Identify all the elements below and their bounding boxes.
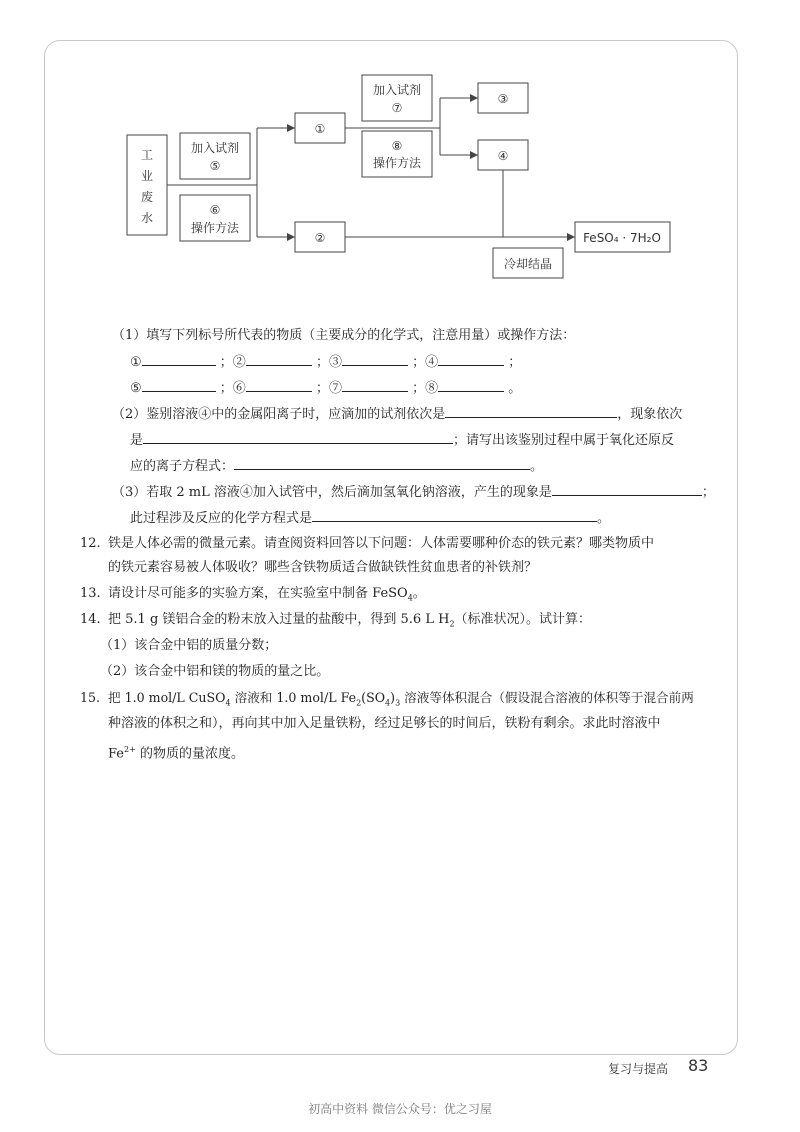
question-15-text-a2: 溶液和 1.0 mol/L Fe (230, 690, 357, 705)
end-period: 。 (508, 381, 522, 396)
part2-line3 (130, 456, 543, 477)
label-5: ⑤ (130, 381, 142, 396)
part3-text-c: 此过程涉及反应的化学方程式是 (130, 511, 313, 526)
question-12-text-a: 铁是人体必需的微量元素。请查阅资料回答以下问题：人体需要哪种价态的铁元素？哪类物质中 (108, 536, 655, 551)
label-7: ；⑦ (315, 381, 342, 396)
question-15-sub4: 3 (395, 698, 401, 708)
reagent5-number: ⑤ (209, 159, 221, 173)
box-1-label: ① (314, 122, 326, 136)
question-13-text: 请设计尽可能多的实验方案，在实验室中制备 FeSO (108, 586, 408, 601)
question-15-number: 15. (80, 690, 101, 705)
reagent7-number: ⑦ (391, 101, 403, 115)
part2-text-c: 是 (130, 433, 144, 448)
operation8-number: ⑧ (391, 139, 403, 153)
question-13-end: 。 (412, 586, 426, 601)
label-3: ；③ (315, 355, 342, 370)
question-15-sub1: 4 (225, 698, 231, 708)
reagent5-label: 加入试剂 (190, 141, 240, 155)
label-1: ① (130, 355, 142, 370)
part2-blank-reagents[interactable] (445, 404, 617, 418)
part3-text-b: ； (701, 485, 715, 500)
label-4: ；④ (412, 355, 439, 370)
part2-text-a: （2）鉴别溶液④中的金属阳离子时，应滴加的试剂依次是 (112, 407, 446, 422)
question-15-text-c2: 的物质的量浓度。 (135, 746, 244, 762)
waste-char-1: 工 (140, 148, 154, 162)
question-13 (80, 584, 426, 609)
question-15-sub3: 4 (385, 698, 391, 708)
blank-2[interactable] (246, 352, 312, 366)
question-12-line2: 的铁元素容易被人体吸收？哪些含铁物质适合做缺铁性贫血患者的补铁剂？ (108, 560, 538, 575)
part2-line2 (130, 430, 674, 451)
section-title: 复习与提高 (608, 1062, 669, 1076)
part1-blanks-row2 (130, 378, 521, 399)
page-number: 83 (688, 1056, 709, 1075)
blank-1[interactable] (142, 352, 216, 366)
question-15-superscript: 2+ (124, 745, 136, 754)
part2-blank-phenomena[interactable] (143, 430, 453, 444)
part1-blanks-row1 (130, 352, 521, 373)
part1-instruction: （1）填写下列标号所代表的物质（主要成分的化学式，注意用量）或操作方法： (112, 328, 576, 343)
operation6-label: 操作方法 (190, 221, 240, 235)
question-15-line1 (80, 688, 694, 714)
question-14-number: 14. (80, 612, 101, 627)
waste-char-2: 业 (140, 169, 154, 183)
question-15-line2: 种溶液的体积之和），再向其中加入足量铁粉，经过足够长的时间后，铁粉有剩余。求此时溶液中 (108, 716, 661, 731)
product-label: FeSO₄ · 7H₂O (583, 231, 661, 245)
question-14-part2: （2）该合金中铝和镁的物质的量之比。 (100, 664, 330, 679)
operation8-label: 操作方法 (372, 156, 422, 170)
question-15-text-a4: ) (390, 690, 396, 705)
waste-char-3: 废 (140, 190, 154, 204)
label-8: ；⑧ (412, 381, 439, 396)
question-14-text-a: 把 5.1 g 镁铝合金的粉末放入过量的盐酸中，得到 5.6 L H (108, 612, 450, 627)
blank-7[interactable] (342, 378, 408, 392)
part3-line2 (130, 508, 610, 529)
question-14 (80, 610, 591, 635)
label-2: ；② (219, 355, 246, 370)
part2-text-d: ；请写出该鉴别过程中属于氧化还原反 (453, 433, 675, 448)
part2-text-e: 应的离子方程式： (130, 459, 235, 474)
question-15-text-a1: 把 1.0 mol/L CuSO (108, 690, 226, 705)
question-14-subscript: 2 (449, 619, 455, 629)
cooling-label: 冷却结晶 (503, 257, 553, 271)
question-12-line1 (80, 534, 654, 554)
process-flowchart (0, 0, 800, 300)
part2-blank-equation[interactable] (234, 456, 530, 470)
part3-blank-equation[interactable] (312, 508, 597, 522)
question-15-text-a3: (SO (361, 690, 386, 705)
question-15-fe: Fe (108, 746, 125, 762)
part3-text-d: 。 (597, 511, 611, 526)
question-13-subscript: 4 (407, 593, 413, 603)
reagent7-label: 加入试剂 (372, 83, 422, 97)
blank-8[interactable] (438, 378, 504, 392)
source-caption: 初高中资料 微信公众号：优之习屋 (308, 1102, 492, 1116)
question-14-part1: （1）该合金中铝的质量分数； (100, 638, 278, 653)
blank-5[interactable] (142, 378, 216, 392)
separator-semicolon: ； (508, 355, 522, 370)
operation6-number: ⑥ (209, 203, 221, 217)
part2-text-f: 。 (530, 459, 544, 474)
question-15-line3 (108, 740, 244, 764)
label-6: ；⑥ (219, 381, 246, 396)
box-3-label: ③ (497, 92, 509, 106)
question-12-number: 12. (80, 536, 101, 551)
part3-line1 (112, 482, 715, 503)
part3-blank-phenomenon[interactable] (552, 482, 702, 496)
question-15-text-a5: 溶液等体积混合（假设混合溶液的体积等于混合前两 (400, 690, 694, 705)
part3-text-a: （3）若取 2 mL 溶液④加入试管中，然后滴加氢氧化钠溶液，产生的现象是 (112, 485, 552, 500)
question-13-number: 13. (80, 586, 101, 601)
blank-4[interactable] (438, 352, 504, 366)
box-2-label: ② (314, 231, 326, 245)
operation8-box (362, 131, 432, 177)
blank-3[interactable] (342, 352, 408, 366)
question-15-sub2: 2 (356, 698, 362, 708)
waste-char-4: 水 (140, 211, 154, 225)
box-4-label: ④ (497, 149, 509, 163)
part2-line1 (112, 404, 682, 425)
blank-6[interactable] (246, 378, 312, 392)
part2-text-b: ，现象依次 (617, 407, 683, 422)
question-14-text-b: （标准状况）。试计算： (454, 612, 592, 627)
